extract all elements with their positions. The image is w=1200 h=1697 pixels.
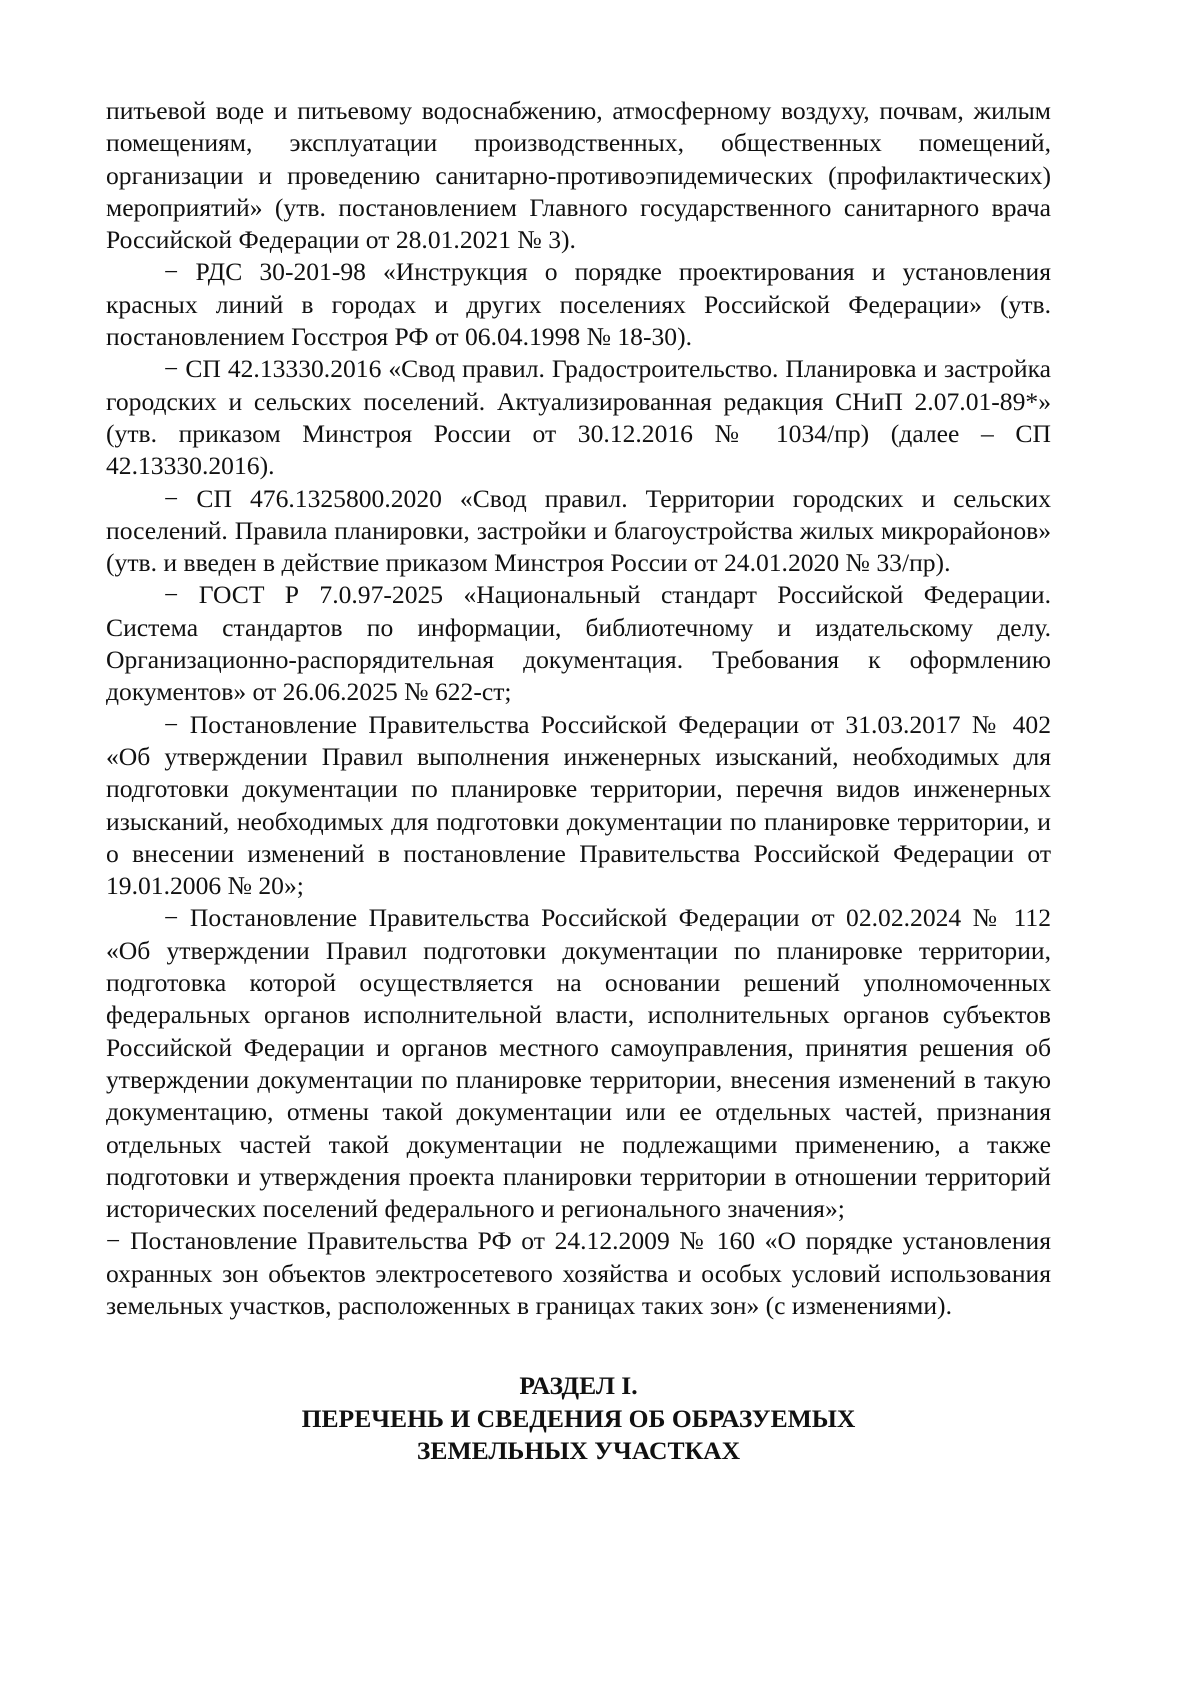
list-item-sp-476: − СП 476.1325800.2020 «Свод правил. Территории городских и сельских поселений. Правила планировки, застройки и благоустройства жилых микрорайонов» (утв. и введен в действие приказом Минстроя России от 24.01.2020 № 33/пр). bbox=[106, 483, 1051, 578]
list-item-decree-160: − Постановление Правительства РФ от 24.12.2009 № 160 «О порядке установления охранных зон объектов электросетевого хозяйства и особых условий использования земельных участков, расположенных в границах таких зон» (с изменениями). bbox=[106, 1226, 1051, 1320]
list-item-sp-42: − СП 42.13330.2016 «Свод правил. Градостроительство. Планировка и застройка городских и сельских поселений. Актуализированная редакция СНиП 2.07.01-89*» (утв. приказом Минстроя России от 30.12.2016 № 1034/пр) (далее – СП 42.13330.2016). bbox=[106, 354, 1051, 481]
section-heading-line-2: ПЕРЕЧЕНЬ И СВЕДЕНИЯ ОБ ОБРАЗУЕМЫХ bbox=[301, 1403, 856, 1433]
document-page bbox=[106, 95, 1051, 1467]
list-item-rds: − РДС 30-201-98 «Инструкция о порядке проектирования и установления красных линий в городах и других поселениях Российской Федерации» (утв. постановлением Госстроя РФ от 06.04.1998 № 18-30). bbox=[106, 257, 1051, 352]
section-heading bbox=[106, 1370, 1051, 1467]
list-item-decree-112: − Постановление Правительства Российской Федерации от 02.02.2024 № 112 «Об утверждении Правил подготовки документации по планировке территории, подготовка которой осуществляется на основании решений уполномоченных федеральных органов исполнительной власти, исполнительных органов субъектов Российской Федерации и органов местного самоуправления, принятия решения об утверждении документации по планировке территории, внесения изменений в такую документацию, отмены такой документации или ее отдельных частей, признания отдельных частей такой документации не подлежащими применению, а также подготовки и утверждения проекта планировки территории в отношении территорий исторических поселений федерального и регионального значения»; bbox=[106, 903, 1051, 1224]
list-item-gost: − ГОСТ Р 7.0.97-2025 «Национальный стандарт Российской Федерации. Система стандартов по информации, библиотечному и издательскому делу. Организационно-распорядительная документация. Требования к оформлению документов» от 26.06.2025 № 622-ст; bbox=[106, 580, 1051, 707]
section-heading-line-3: ЗЕМЕЛЬНЫХ УЧАСТКАХ bbox=[416, 1435, 741, 1465]
section-heading-line-1: РАЗДЕЛ I. bbox=[519, 1371, 638, 1401]
list-item-decree-402: − Постановление Правительства Российской Федерации от 31.03.2017 № 402 «Об утверждении Правил выполнения инженерных изысканий, необходимых для подготовки документации по планировке территории, перечня видов инженерных изысканий, необходимых для подготовки документации по планировке территории, и о внесении изменений в постановление Правительства Российской Федерации от 19.01.2006 № 20»; bbox=[106, 709, 1051, 901]
paragraph-continuation: питьевой воде и питьевому водоснабжению, атмосферному воздуху, почвам, жилым помещениям, эксплуатации производственных, общественных помещений, организации и проведению санитарно-противоэпидемических (профилактических) мероприятий» (утв. постановлением Главного государственного санитарного врача Российской Федерации от 28.01.2021 № 3). bbox=[106, 96, 1051, 255]
